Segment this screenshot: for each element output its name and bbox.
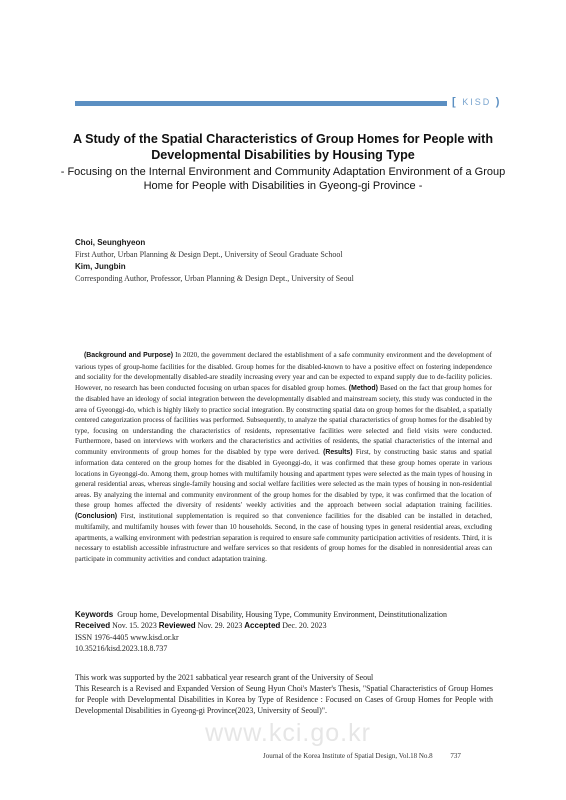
title-block: [60, 131, 506, 193]
page-footer: [263, 752, 503, 760]
received-date: Nov. 15. 2023: [112, 621, 157, 631]
journal-name: Journal of the Korea Institute of Spatial Design, Vol.18 No.8: [263, 752, 433, 760]
dates-line: [75, 620, 515, 631]
funding-note: [75, 672, 493, 716]
abstract: [75, 350, 492, 564]
keywords-text: Group home, Developmental Disability, Housing Type, Community Environment, Deinstitutionalization: [117, 610, 447, 619]
doi-line: 10.35216/kisd.2023.18.8.737: [75, 644, 168, 654]
paper-title: A Study of the Spatial Characteristics of Group Homes for People with Developmental Disabilities by Housing Type: [72, 132, 494, 162]
accepted-date: Dec. 20. 2023: [282, 621, 327, 631]
conclusion-label: (Conclusion): [75, 512, 118, 520]
author-name: Kim, Jungbin: [75, 262, 126, 271]
issn-line: ISSN 1976-4405 www.kisd.or.kr: [75, 632, 179, 642]
results-label: (Results): [323, 448, 353, 456]
keywords-label: Keywords: [75, 610, 114, 619]
background-label: (Background and Purpose): [84, 352, 173, 359]
received-label: Received: [75, 621, 111, 631]
method-label: (Method): [348, 384, 378, 392]
conclusion-text: First, institutional supplementation is required so that convenience facilities for the disabled can be installed in detached, multifamily, and multifamily houses with fewer than 10 households. Second, in the case of housing types in general residential areas, excluding apartments, a walking environment with pedestrian separation is required to ensure safe community participation activities of residents. Third, it is necessary to establish accessible infrastructure and welfare services so that residents of group homes for the disabled in nonresidential areas can participate in community activities and conduct adaptation training.: [75, 511, 492, 563]
author-name: Choi, Seunghyeon: [75, 238, 146, 247]
paper-subtitle: - Focusing on the Internal Environment and Community Adaptation Environment of a Group Home for People with Disabilities in Gyeong-gi Province -: [60, 166, 506, 192]
header-rule: [75, 101, 447, 106]
background-text: In 2020, the government declared the establishment of a safe community environment and the development of various types of group-home facilities for the disabled. Group homes for the disabled-known to have a positive effect on fostering independence and sociality for the developmentally disabled-are steadily increasing every year and can be expected to expand supply due to de-facility policies. However, no research has been conducted focusing on urban spaces for disabled group homes.: [75, 351, 492, 392]
keywords-line: [75, 609, 515, 620]
author-affiliation: First Author, Urban Planning & Design Dept., University of Seoul Graduate School: [75, 250, 343, 259]
results-text: First, by constructing basic status and spatial information data centered on the group homes for the disabled in Gyeonggi-do, it was confirmed that these group homes operate in various locations in Gyeonggi-do. Among them, group homes with multifamily housing and apartment types were selected as the main types of housing in general residential areas, whereas single-family housing and social welfare facilities were selected as the main types of housing in non-residential areas. By analyzing the internal and community environment of the group homes for the disabled by type, it was confirmed that the location of these group homes affected the diversity of residents' weekly activities and the approach between social adaptation training facilities.: [75, 447, 492, 509]
page-number: 737: [450, 752, 461, 760]
thesis-note: This Research is a Revised and Expanded Version of Seung Hyun Choi's Master's Thesis, "Spatial Characteristics of Group Homes for People with Developmental Disabilities in Korea by Type of Residence : Focused on Cases of Group Homes for People with Developmental Disabilities in Gyeong-gi Province(2023, University of Seoul)".: [75, 684, 493, 715]
kisd-logo: [452, 96, 512, 110]
logo-text: KISD: [462, 97, 492, 107]
logo-bracket-right: ): [495, 96, 502, 108]
author-entry: [75, 261, 515, 285]
kci-watermark: www.kci.go.kr: [205, 719, 371, 747]
reviewed-date: Nov. 29. 2023: [197, 621, 243, 631]
method-text: Based on the fact that group homes for the disabled have an ideology of social integration between the developmentally disabled and mainstream society, this study was conducted in the area of Gyeonggi-do, which is highly likely to practice social integration. By constructing spatial data on group homes for the disabled, a spatially centered categorization process of facilities was performed. Subsequently, to analyze the spatial characteristics of group homes for the disabled by type, focusing on understanding the characteristics of residents, representative facilities were selected and field visits were conducted. Furthermore, based on interviews with workers and the characteristics and activities of residents, the spatial characteristics of the internal and community environments of group homes for the disabled by type were derived.: [75, 383, 492, 456]
accepted-label: Accepted: [244, 621, 281, 631]
support-statement: This work was supported by the 2021 sabbatical year research grant of the University of Seoul: [75, 673, 374, 682]
author-list: [75, 237, 515, 285]
author-entry: [75, 237, 515, 261]
author-affiliation: Corresponding Author, Professor, Urban Planning & Design Dept., University of Seoul: [75, 274, 354, 283]
article-meta: [75, 609, 515, 655]
reviewed-label: Reviewed: [158, 621, 196, 631]
logo-bracket-left: [: [452, 96, 458, 108]
